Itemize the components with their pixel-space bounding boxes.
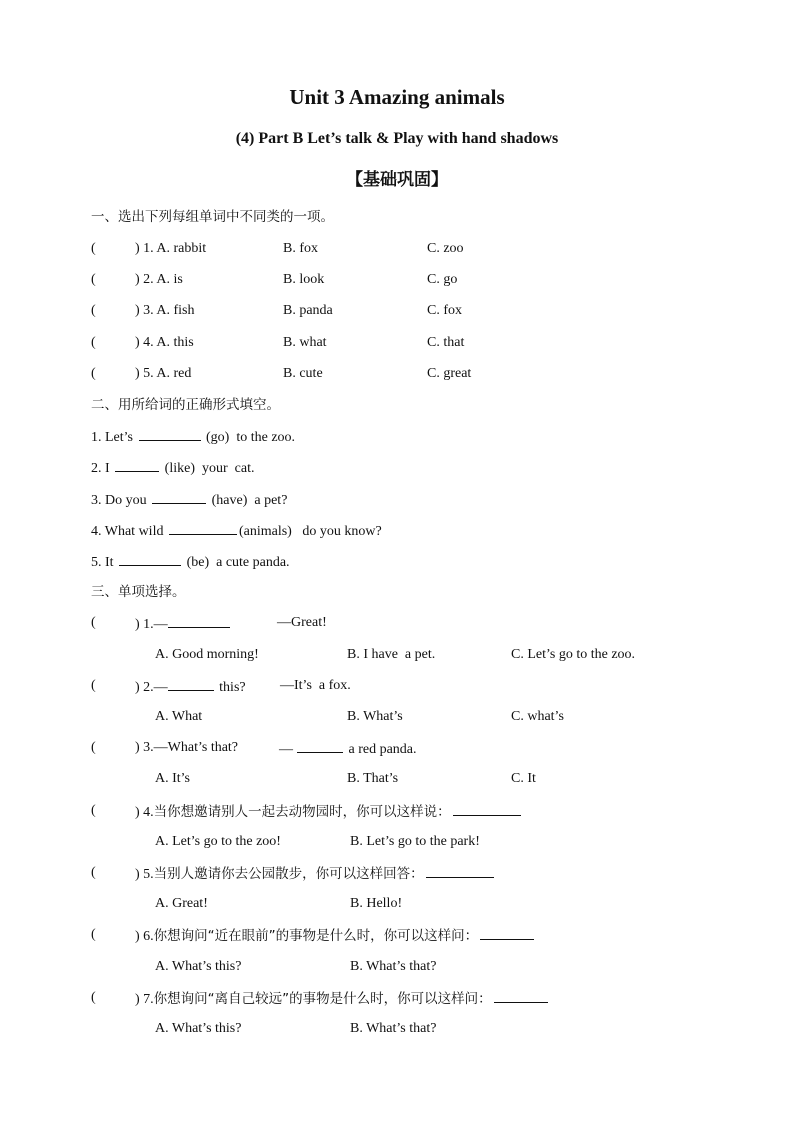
answer-paren[interactable]: (: [91, 865, 96, 880]
s3-q1-stem: ) 1.—: [135, 614, 232, 634]
s1-q3-option-b: B. panda: [283, 303, 333, 318]
section1-heading: 一、选出下列每组单词中不同类的一项。: [91, 209, 334, 225]
s3-q2-option-c: C. what’s: [511, 709, 564, 724]
s2-item-2: 2. I (like) your cat.: [91, 458, 254, 478]
s2-item-4: 4. What wild (animals) do you know?: [91, 521, 382, 541]
answer-blank[interactable]: [168, 677, 214, 691]
s1-q1-option-c: C. zoo: [427, 241, 464, 256]
s3-q2-option-b: B. What’s: [347, 709, 403, 724]
s1-q1-option-a: ) 1. A. rabbit: [135, 241, 207, 256]
answer-paren[interactable]: (: [91, 990, 96, 1005]
s1-q4-option-c: C. that: [427, 335, 465, 350]
s3-q6-option-a: A. What’s this?: [155, 959, 242, 974]
s3-q5-option-b: B. Hello!: [350, 896, 403, 911]
answer-paren[interactable]: (: [91, 241, 96, 256]
answer-blank[interactable]: [426, 864, 494, 878]
s3-q1-option-c: C. Let’s go to the zoo.: [511, 647, 636, 662]
s3-q5-stem: ) 5.当别人邀请你去公园散步，你可以这样回答：: [135, 864, 496, 884]
page-subtitle: (4) Part B Let’s talk & Play with hand shadows: [235, 130, 559, 147]
s3-q7-stem: ) 7.你想询问“离自己较远”的事物是什么时，你可以这样问：: [135, 989, 550, 1009]
answer-paren[interactable]: (: [91, 927, 96, 942]
answer-paren[interactable]: (: [91, 740, 96, 755]
s2-item-5: 5. It (be) a cute panda.: [91, 552, 290, 572]
s1-q4-option-a: ) 4. A. this: [135, 335, 194, 350]
answer-blank[interactable]: [152, 490, 206, 504]
answer-blank[interactable]: [169, 521, 237, 535]
s3-q1-option-a: A. Good morning!: [155, 647, 259, 662]
s3-q4-option-b: B. Let’s go to the park!: [350, 834, 480, 849]
answer-paren[interactable]: (: [91, 615, 96, 630]
s1-q5-option-b: B. cute: [283, 366, 323, 381]
s3-q2-response: —It’s a fox.: [280, 678, 351, 693]
s3-q3-response: — a red panda.: [279, 739, 417, 759]
s3-q2-option-a: A. What: [155, 709, 203, 724]
answer-blank[interactable]: [480, 926, 534, 940]
answer-blank[interactable]: [168, 614, 230, 628]
s3-q4-option-a: A. Let’s go to the zoo!: [155, 834, 281, 849]
s1-q5-option-c: C. great: [427, 366, 472, 381]
answer-paren[interactable]: (: [91, 272, 96, 287]
s3-q3-option-a: A. It’s: [155, 771, 190, 786]
s3-q6-option-b: B. What’s that?: [350, 959, 437, 974]
answer-paren[interactable]: (: [91, 803, 96, 818]
section2-heading: 二、用所给词的正确形式填空。: [91, 397, 280, 413]
s1-q2-option-c: C. go: [427, 272, 458, 287]
s3-q3-stem: ) 3.—What’s that?: [135, 740, 239, 755]
s3-q3-option-b: B. That’s: [347, 771, 399, 786]
answer-blank[interactable]: [494, 989, 548, 1003]
s3-q7-option-b: B. What’s that?: [350, 1021, 437, 1036]
s3-q1-response: —Great!: [277, 615, 327, 630]
answer-blank[interactable]: [453, 802, 521, 816]
s1-q5-option-a: ) 5. A. red: [135, 366, 192, 381]
answer-blank[interactable]: [115, 458, 159, 472]
answer-blank[interactable]: [119, 552, 181, 566]
section-band: 【基础巩固】: [346, 170, 448, 190]
s1-q3-option-c: C. fox: [427, 303, 462, 318]
answer-paren[interactable]: (: [91, 366, 96, 381]
s3-q1-option-b: B. I have a pet.: [347, 647, 436, 662]
s2-item-3: 3. Do you (have) a pet?: [91, 490, 287, 510]
s3-q6-stem: ) 6.你想询问“近在眼前”的事物是什么时，你可以这样问：: [135, 926, 536, 946]
s1-q2-option-b: B. look: [283, 272, 325, 287]
section3-heading: 三、单项选择。: [91, 584, 186, 600]
s2-item-1: 1. Let’s (go) to the zoo.: [91, 427, 295, 447]
page-title: Unit 3 Amazing animals: [289, 85, 505, 109]
s3-q5-option-a: A. Great!: [155, 896, 208, 911]
s3-q7-option-a: A. What’s this?: [155, 1021, 242, 1036]
s3-q4-stem: ) 4.当你想邀请别人一起去动物园时，你可以这样说：: [135, 802, 523, 822]
s3-q3-option-c: C. It: [511, 771, 536, 786]
s1-q4-option-b: B. what: [283, 335, 327, 350]
s1-q2-option-a: ) 2. A. is: [135, 272, 183, 287]
answer-paren[interactable]: (: [91, 678, 96, 693]
s1-q3-option-a: ) 3. A. fish: [135, 303, 195, 318]
s1-q1-option-b: B. fox: [283, 241, 318, 256]
answer-paren[interactable]: (: [91, 303, 96, 318]
answer-blank[interactable]: [297, 739, 343, 753]
answer-paren[interactable]: (: [91, 335, 96, 350]
s3-q2-stem: ) 2.— this?: [135, 677, 246, 697]
answer-blank[interactable]: [139, 427, 201, 441]
